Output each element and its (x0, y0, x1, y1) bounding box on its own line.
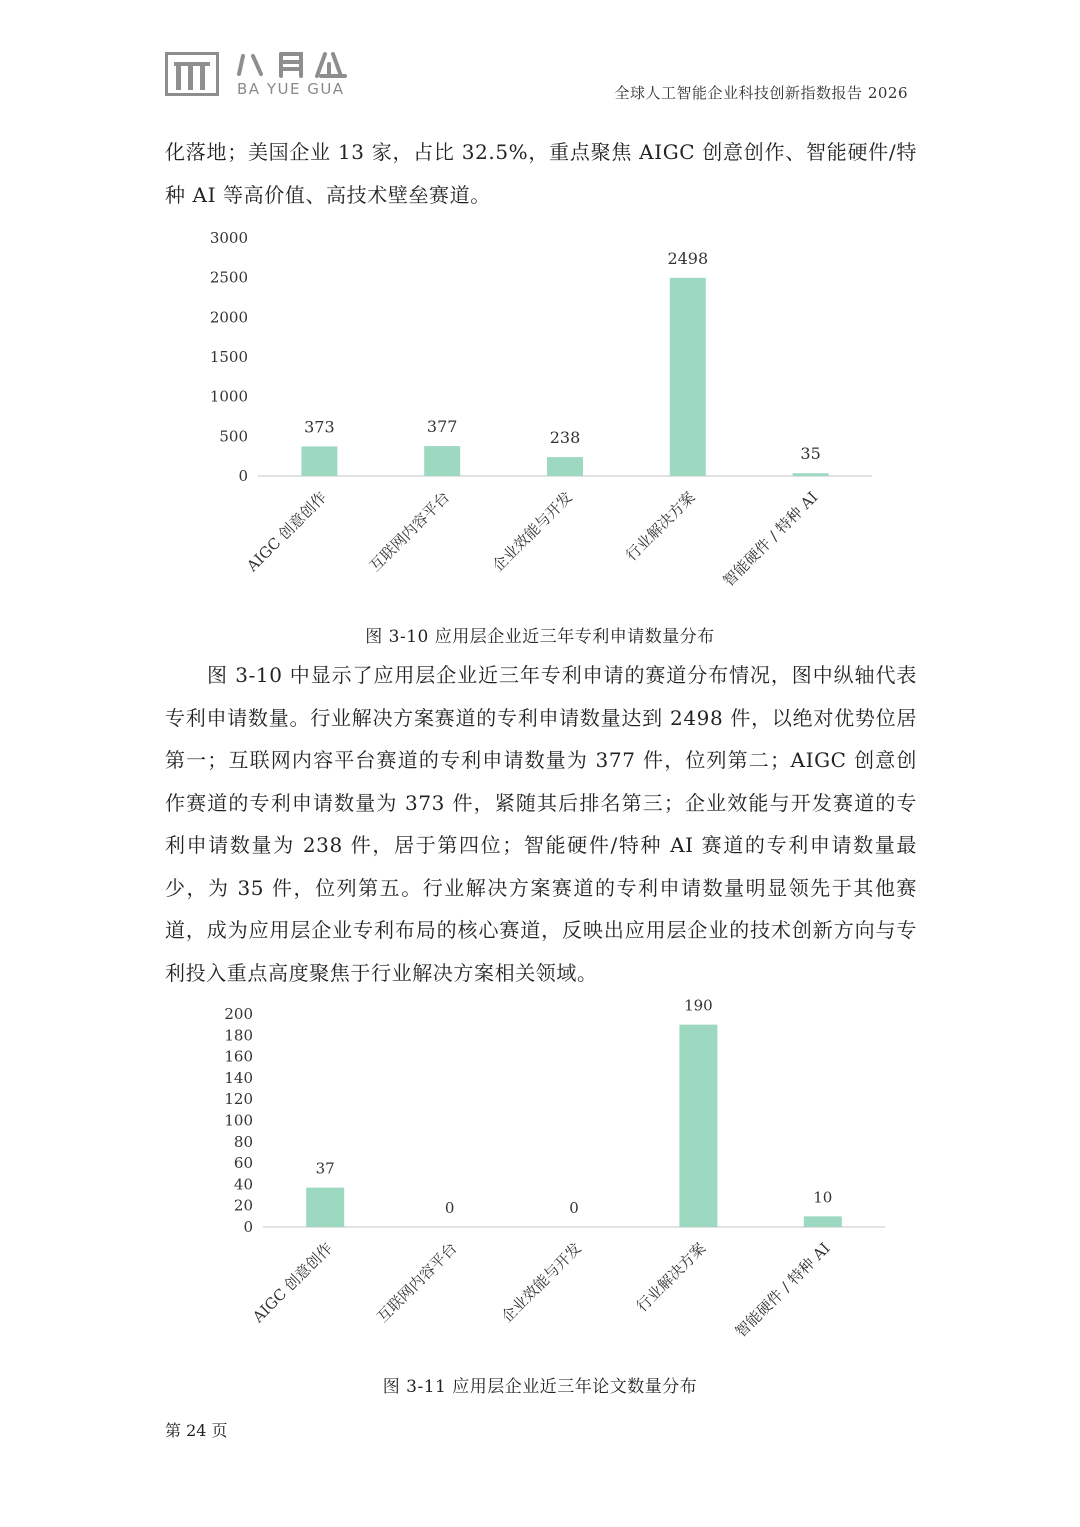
brand-logo (165, 52, 365, 98)
patent-bar-chart (160, 222, 920, 602)
y-tick-label: 160 (224, 1047, 253, 1066)
category-label: 互联网内容平台 (366, 488, 454, 576)
bar (306, 1188, 344, 1227)
category-label: AIGC 创意创作 (249, 1239, 337, 1327)
data-label: 35 (800, 444, 821, 464)
y-tick-label: 180 (224, 1026, 253, 1045)
y-tick-label: 1000 (209, 387, 248, 406)
category-label: 行业解决方案 (622, 488, 699, 565)
data-label: 238 (549, 428, 581, 448)
category-label: AIGC 创意创作 (243, 488, 331, 576)
category-label: 互联网内容平台 (373, 1239, 461, 1327)
body-paragraph-analysis: 图 3-10 中显示了应用层企业近三年专利申请的赛道分布情况，图中纵轴代表专利申请数量。行业解决方案赛道的专利申请数量达到 2498 件，以绝对优势位居第一；互联网内容平台赛道的专利申请数量为 377 件，位列第二；AIGC 创意创作赛道的专利申请数量为 373 件，紧随其后排名第三；企业效能与开发赛道的专利申请数量为 238 件，居于第四位；智能硬件/特种 AI 赛道的专利申请数量最少，为 35 件，位列第五。行业解决方案赛道的专利申请数量明显领先于其他赛道，成为应用层企业专利布局的核心赛道，反映出应用层企业的技术创新方向与专利投入重点高度聚焦于行业解决方案相关领域。 (165, 663, 917, 985)
category-label: 企业效能与开发 (497, 1239, 585, 1327)
y-tick-label: 1500 (209, 348, 248, 366)
bar (424, 446, 460, 476)
bar (670, 278, 706, 476)
figure-caption-3-10: 图 3-10 应用层企业近三年专利申请数量分布 (365, 627, 715, 647)
bayuegua-logo-mark (165, 52, 219, 96)
data-label: 10 (813, 1188, 833, 1207)
y-tick-label: 3000 (209, 229, 248, 247)
page-number: 第 24 页 (165, 1421, 228, 1440)
bar (804, 1216, 842, 1227)
category-label: 智能硬件 / 特种 AI (731, 1239, 834, 1342)
paper-bar-chart (160, 996, 920, 1348)
data-label: 190 (684, 996, 713, 1015)
y-tick-label: 140 (224, 1068, 253, 1087)
y-tick-label: 100 (224, 1111, 253, 1130)
logo-wordmark-en: BA YUE GUA (237, 80, 345, 98)
report-title: 全球人工智能企业科技创新指数报告 2026 (614, 84, 908, 102)
category-label: 行业解决方案 (632, 1239, 710, 1316)
y-tick-label: 120 (224, 1090, 253, 1109)
logo-wordmark-cn (237, 50, 355, 80)
y-tick-label: 200 (224, 1005, 253, 1023)
y-tick-label: 0 (238, 467, 248, 485)
y-tick-label: 0 (243, 1218, 253, 1236)
patent-chart-svg (160, 222, 920, 602)
bar (547, 457, 583, 476)
y-tick-label: 80 (233, 1132, 253, 1151)
bar (679, 1025, 717, 1227)
y-tick-label: 500 (219, 427, 248, 446)
data-label: 0 (444, 1199, 455, 1217)
y-tick-label: 20 (233, 1196, 253, 1215)
figure-caption-3-11: 图 3-11 应用层企业近三年论文数量分布 (382, 1377, 698, 1397)
bar (793, 473, 829, 476)
y-tick-label: 40 (233, 1175, 253, 1194)
category-label: 企业效能与开发 (488, 488, 576, 576)
y-tick-label: 2500 (209, 268, 248, 287)
y-tick-label: 2000 (209, 308, 248, 327)
data-label: 37 (315, 1159, 335, 1178)
category-label: 智能硬件 / 特种 AI (719, 488, 822, 591)
paper-chart-svg (160, 996, 920, 1348)
data-label: 0 (569, 1199, 579, 1217)
data-label: 373 (304, 417, 335, 437)
body-paragraph-intro: 化落地；美国企业 13 家，占比 32.5%，重点聚焦 AIGC 创意创作、智能硬件/特种 AI 等高价值、高技术壁垒赛道。 (165, 140, 917, 207)
bar (301, 446, 337, 476)
data-label: 2498 (667, 248, 709, 268)
y-tick-label: 60 (233, 1154, 253, 1173)
data-label: 377 (426, 417, 458, 437)
